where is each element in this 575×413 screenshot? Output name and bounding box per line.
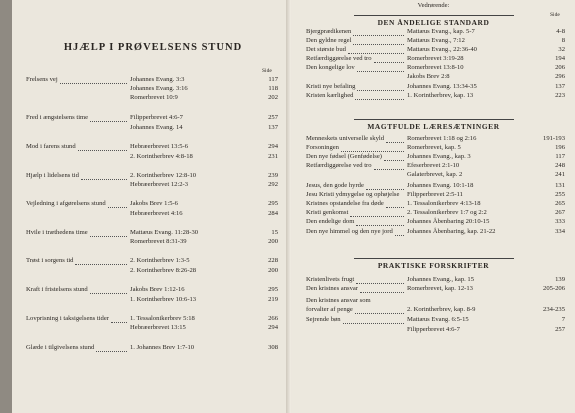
entry-reference: Romerbrevet, kap. 5 bbox=[407, 144, 461, 151]
entry-topic: forvalter af penge bbox=[306, 306, 353, 313]
entry-topic: Kristi genkomst bbox=[306, 209, 349, 216]
entry-reference: Filipperbrevet 4:6-7 bbox=[130, 114, 183, 121]
entry-reference: Romerbrevet 8:31-39 bbox=[130, 238, 187, 245]
entry-page-number: 200 bbox=[268, 238, 278, 245]
entry-reference: Johannes Evang. 3:16 bbox=[130, 85, 188, 92]
entry-page-number: 194 bbox=[555, 55, 565, 62]
entry-topic: Kristenlivets frugt bbox=[306, 276, 355, 283]
entry-page-number: 267 bbox=[555, 209, 565, 216]
entry-reference: Johannes Evang. 13:34-35 bbox=[407, 83, 477, 90]
entry-page-number: 266 bbox=[268, 315, 278, 322]
entry-page-number: 15 bbox=[271, 229, 278, 236]
dot-leader bbox=[355, 98, 404, 100]
entry-topic: Glæde i tilgivelsens stund bbox=[26, 344, 95, 351]
entry-page-number: 117 bbox=[555, 153, 565, 160]
entry-topic: Kristen kærlighed bbox=[306, 92, 354, 99]
entry-page-number: 200 bbox=[268, 267, 278, 274]
entry-page-number: 255 bbox=[555, 191, 565, 198]
entry-page-number: 257 bbox=[268, 114, 278, 121]
entry-reference: Jakobs Brev 1:5-6 bbox=[130, 200, 178, 207]
entry-topic: Det største bud bbox=[306, 46, 346, 53]
entry-page-number: 7 bbox=[561, 316, 565, 323]
entry-reference: Jakobs Brev 1:12-16 bbox=[130, 286, 185, 293]
entry-topic: Den nye fødsel (Genfødelse) bbox=[306, 153, 382, 160]
entry-reference: 1. Johannes Brev 1:7-10 bbox=[130, 344, 195, 351]
entry-topic: Kristnes opstandelse fra døde bbox=[306, 200, 384, 207]
side-header: Side bbox=[262, 68, 272, 74]
entry-reference: Johannes Evang. 14 bbox=[130, 124, 183, 131]
entry-page-number: 333 bbox=[555, 218, 565, 225]
entry-topic: Jesu Kristi ydmygelse og ophøjelse bbox=[306, 191, 400, 198]
entry-page-number: 202 bbox=[268, 94, 278, 101]
entry-reference: 2. Korintherbrev 8:26-28 bbox=[130, 267, 197, 274]
entry-topic: Bjergprædikenen bbox=[306, 28, 352, 35]
entry-topic: Trøst i sorgens tid bbox=[26, 257, 74, 264]
dot-leader bbox=[356, 282, 404, 284]
entry-reference: Johannes Evang., kap. 15 bbox=[407, 276, 475, 283]
dot-leader bbox=[374, 61, 404, 63]
dot-leader bbox=[90, 235, 127, 237]
entry-topic: Jesus, den gode hyrde bbox=[306, 182, 364, 189]
entry-reference: Romerbrevet 10:9 bbox=[130, 94, 178, 101]
entry-page-number: 8 bbox=[561, 37, 565, 44]
entry-reference: 2. Korintherbrev, kap. 8-9 bbox=[407, 306, 476, 313]
dot-leader bbox=[356, 224, 404, 226]
dot-leader bbox=[357, 89, 404, 91]
entry-reference: Johannes Evang., kap. 3 bbox=[407, 153, 471, 160]
section-title: MAGTFULDE LÆRESÆTNINGER bbox=[367, 122, 500, 131]
entry-page-number: 137 bbox=[555, 83, 565, 90]
entry-reference: Filipperbrevet 2:5-11 bbox=[407, 191, 463, 198]
entry-topic: Den kongelige lov bbox=[306, 64, 355, 71]
entry-topic: Hjælp i lidelsens tid bbox=[26, 172, 79, 179]
section-rule bbox=[354, 258, 514, 259]
entry-topic: Den kristnes ansvar som bbox=[306, 297, 371, 304]
entry-reference: Galaterbrevet, kap. 2 bbox=[407, 171, 463, 178]
entry-page-number: 231 bbox=[268, 153, 278, 160]
dot-leader bbox=[360, 291, 404, 293]
entry-topic: Frelsens vej bbox=[26, 76, 58, 83]
entry-page-number: 131 bbox=[555, 182, 565, 189]
entry-reference: Hebræerbrevet 13:15 bbox=[130, 324, 186, 331]
entry-page-number: 284 bbox=[268, 210, 278, 217]
dot-leader bbox=[386, 141, 404, 143]
dot-leader bbox=[348, 52, 404, 54]
dot-leader bbox=[90, 120, 127, 122]
entry-topic: Menneskets universelle skyld bbox=[306, 135, 385, 142]
entry-topic: Retfærdiggørelse ved tro bbox=[306, 162, 372, 169]
entry-page-number: 196 bbox=[555, 144, 565, 151]
entry-page-number: 295 bbox=[268, 286, 278, 293]
entry-page-number: 241 bbox=[555, 171, 565, 178]
entry-page-number: 334 bbox=[555, 228, 565, 235]
entry-reference: Jakobs Brev 2:8 bbox=[407, 73, 450, 80]
entry-topic: Forsoningen bbox=[306, 144, 339, 151]
entry-reference: 2. Korintherbrev 12:8-10 bbox=[130, 172, 197, 179]
dot-leader bbox=[96, 350, 127, 352]
section-rule bbox=[354, 15, 514, 16]
entry-reference: Mattæus Evang. 11:28-30 bbox=[130, 229, 199, 236]
entry-page-number: 248 bbox=[555, 162, 565, 169]
entry-page-number: 257 bbox=[555, 326, 565, 333]
dot-leader bbox=[78, 149, 127, 151]
dot-leader bbox=[357, 70, 404, 72]
left-page bbox=[12, 0, 288, 413]
section-rule bbox=[354, 119, 514, 120]
entry-reference: Mattæus Evang. 6:5-15 bbox=[407, 316, 469, 323]
dot-leader bbox=[384, 159, 404, 161]
entry-reference: Hebræerbrevet 12:2-3 bbox=[130, 181, 189, 188]
entry-topic: Den kristnes ansvar bbox=[306, 285, 359, 292]
entry-page-number: 294 bbox=[268, 143, 278, 150]
entry-reference: Hebræerbrevet 4:16 bbox=[130, 210, 183, 217]
entry-page-number: 223 bbox=[555, 92, 565, 99]
dot-leader bbox=[350, 215, 404, 217]
right-page bbox=[292, 0, 575, 413]
continued-label: Vedrørende: bbox=[417, 2, 450, 9]
entry-topic: Hvile i træthedens time bbox=[26, 229, 88, 236]
entry-page-number: 118 bbox=[268, 85, 278, 92]
dot-leader bbox=[355, 312, 404, 314]
entry-reference: 2. Korintherbrev 4:8-18 bbox=[130, 153, 193, 160]
entry-reference: Johannes Åbenbaring 20:10-15 bbox=[407, 218, 490, 225]
entry-reference: Johannes Evang. 10:1-18 bbox=[407, 182, 474, 189]
page-title: HJÆLP I PRØVELSENS STUND bbox=[63, 42, 243, 53]
entry-reference: Johannes Åbenbaring, kap. 21-22 bbox=[407, 228, 496, 235]
entry-reference: Romerbrevet 13:8-10 bbox=[407, 64, 464, 71]
dot-leader bbox=[395, 234, 404, 236]
entry-topic: Lovprisning i taksigelsens tider bbox=[26, 315, 109, 322]
entry-reference: 1. Korintherbrev 10:6-13 bbox=[130, 296, 197, 303]
entry-reference: 1. Tessalonikerbrev 5:18 bbox=[130, 315, 195, 322]
entry-page-number: 294 bbox=[268, 324, 278, 331]
entry-page-number: 32 bbox=[558, 46, 565, 53]
entry-page-number: 239 bbox=[268, 172, 278, 179]
entry-reference: 1. Korintherbrev, kap. 13 bbox=[407, 92, 474, 99]
entry-reference: Mattæus Evang., 22:36-40 bbox=[407, 46, 477, 53]
entry-reference: Filipperbrevet 4:6-7 bbox=[407, 326, 460, 333]
dot-leader bbox=[374, 168, 404, 170]
entry-reference: Hebræerbrevet 13:5-6 bbox=[130, 143, 189, 150]
entry-topic: Vejledning i afgørelsens stund bbox=[26, 200, 106, 207]
entry-page-number: 205-206 bbox=[543, 285, 565, 292]
dot-leader bbox=[75, 263, 127, 265]
entry-topic: Den endelige dom bbox=[306, 218, 355, 225]
dot-leader bbox=[81, 178, 127, 180]
entry-page-number: 265 bbox=[555, 200, 565, 207]
entry-reference: Romerbrevet 3:19-28 bbox=[407, 55, 464, 62]
entry-page-number: 117 bbox=[268, 76, 278, 83]
dot-leader bbox=[341, 150, 404, 152]
section-title: DEN ÅNDELIGE STANDARD bbox=[377, 18, 490, 27]
entry-topic: Kraft i fristelsens stund bbox=[26, 286, 88, 293]
entry-reference: Mattæus Evang., kap. 5-7 bbox=[407, 28, 475, 35]
entry-page-number: 219 bbox=[268, 296, 278, 303]
entry-topic: Retfærdiggørelse ved tro bbox=[306, 55, 372, 62]
dot-leader bbox=[111, 321, 127, 323]
dot-leader bbox=[60, 82, 127, 84]
side-header: Side bbox=[550, 12, 560, 18]
entry-page-number: 295 bbox=[268, 200, 278, 207]
entry-page-number: 308 bbox=[268, 344, 278, 351]
entry-topic: Kristi nye befaling bbox=[306, 83, 356, 90]
entry-page-number: 139 bbox=[555, 276, 565, 283]
entry-topic: Fred i ængstelsens time bbox=[26, 114, 89, 121]
entry-page-number: 228 bbox=[268, 257, 278, 264]
entry-reference: Efeserbrevet 2:1-10 bbox=[407, 162, 460, 169]
section-title: PRAKTISKE FORSKRIFTER bbox=[377, 261, 490, 270]
dot-leader bbox=[353, 43, 404, 45]
entry-reference: Mattæus Evang., 7:12 bbox=[407, 37, 465, 44]
dot-leader bbox=[343, 322, 404, 324]
dot-leader bbox=[90, 292, 127, 294]
entry-reference: Johannes Evang. 3:3 bbox=[130, 76, 185, 83]
entry-topic: Den gyldne regel bbox=[306, 37, 352, 44]
dot-leader bbox=[353, 34, 404, 36]
dot-leader bbox=[386, 206, 404, 208]
entry-reference: 2. Korintherbrev 1:3-5 bbox=[130, 257, 190, 264]
entry-page-number: 292 bbox=[268, 181, 278, 188]
entry-page-number: 191-193 bbox=[543, 135, 565, 142]
entry-page-number: 4-8 bbox=[556, 28, 565, 35]
entry-page-number: 296 bbox=[555, 73, 565, 80]
entry-page-number: 234-235 bbox=[543, 306, 565, 313]
entry-reference: 2. Tessalonikerbrev 1:7 og 2:2 bbox=[407, 209, 487, 216]
entry-reference: 1. Tessalonikerbrev 4:13-18 bbox=[407, 200, 481, 207]
entry-page-number: 206 bbox=[555, 64, 565, 71]
entry-reference: Romerbrevet, kap. 12-13 bbox=[407, 285, 473, 292]
entry-reference: Romerbrevet 1:18 og 2:16 bbox=[407, 135, 477, 142]
dot-leader bbox=[108, 206, 127, 208]
entry-topic: Den nye himmel og den nye jord bbox=[306, 228, 393, 235]
entry-topic: Sejrende bøn bbox=[306, 316, 341, 323]
dot-leader bbox=[366, 188, 404, 190]
entry-page-number: 137 bbox=[268, 124, 278, 131]
entry-topic: Mod i farens stund bbox=[26, 143, 76, 150]
